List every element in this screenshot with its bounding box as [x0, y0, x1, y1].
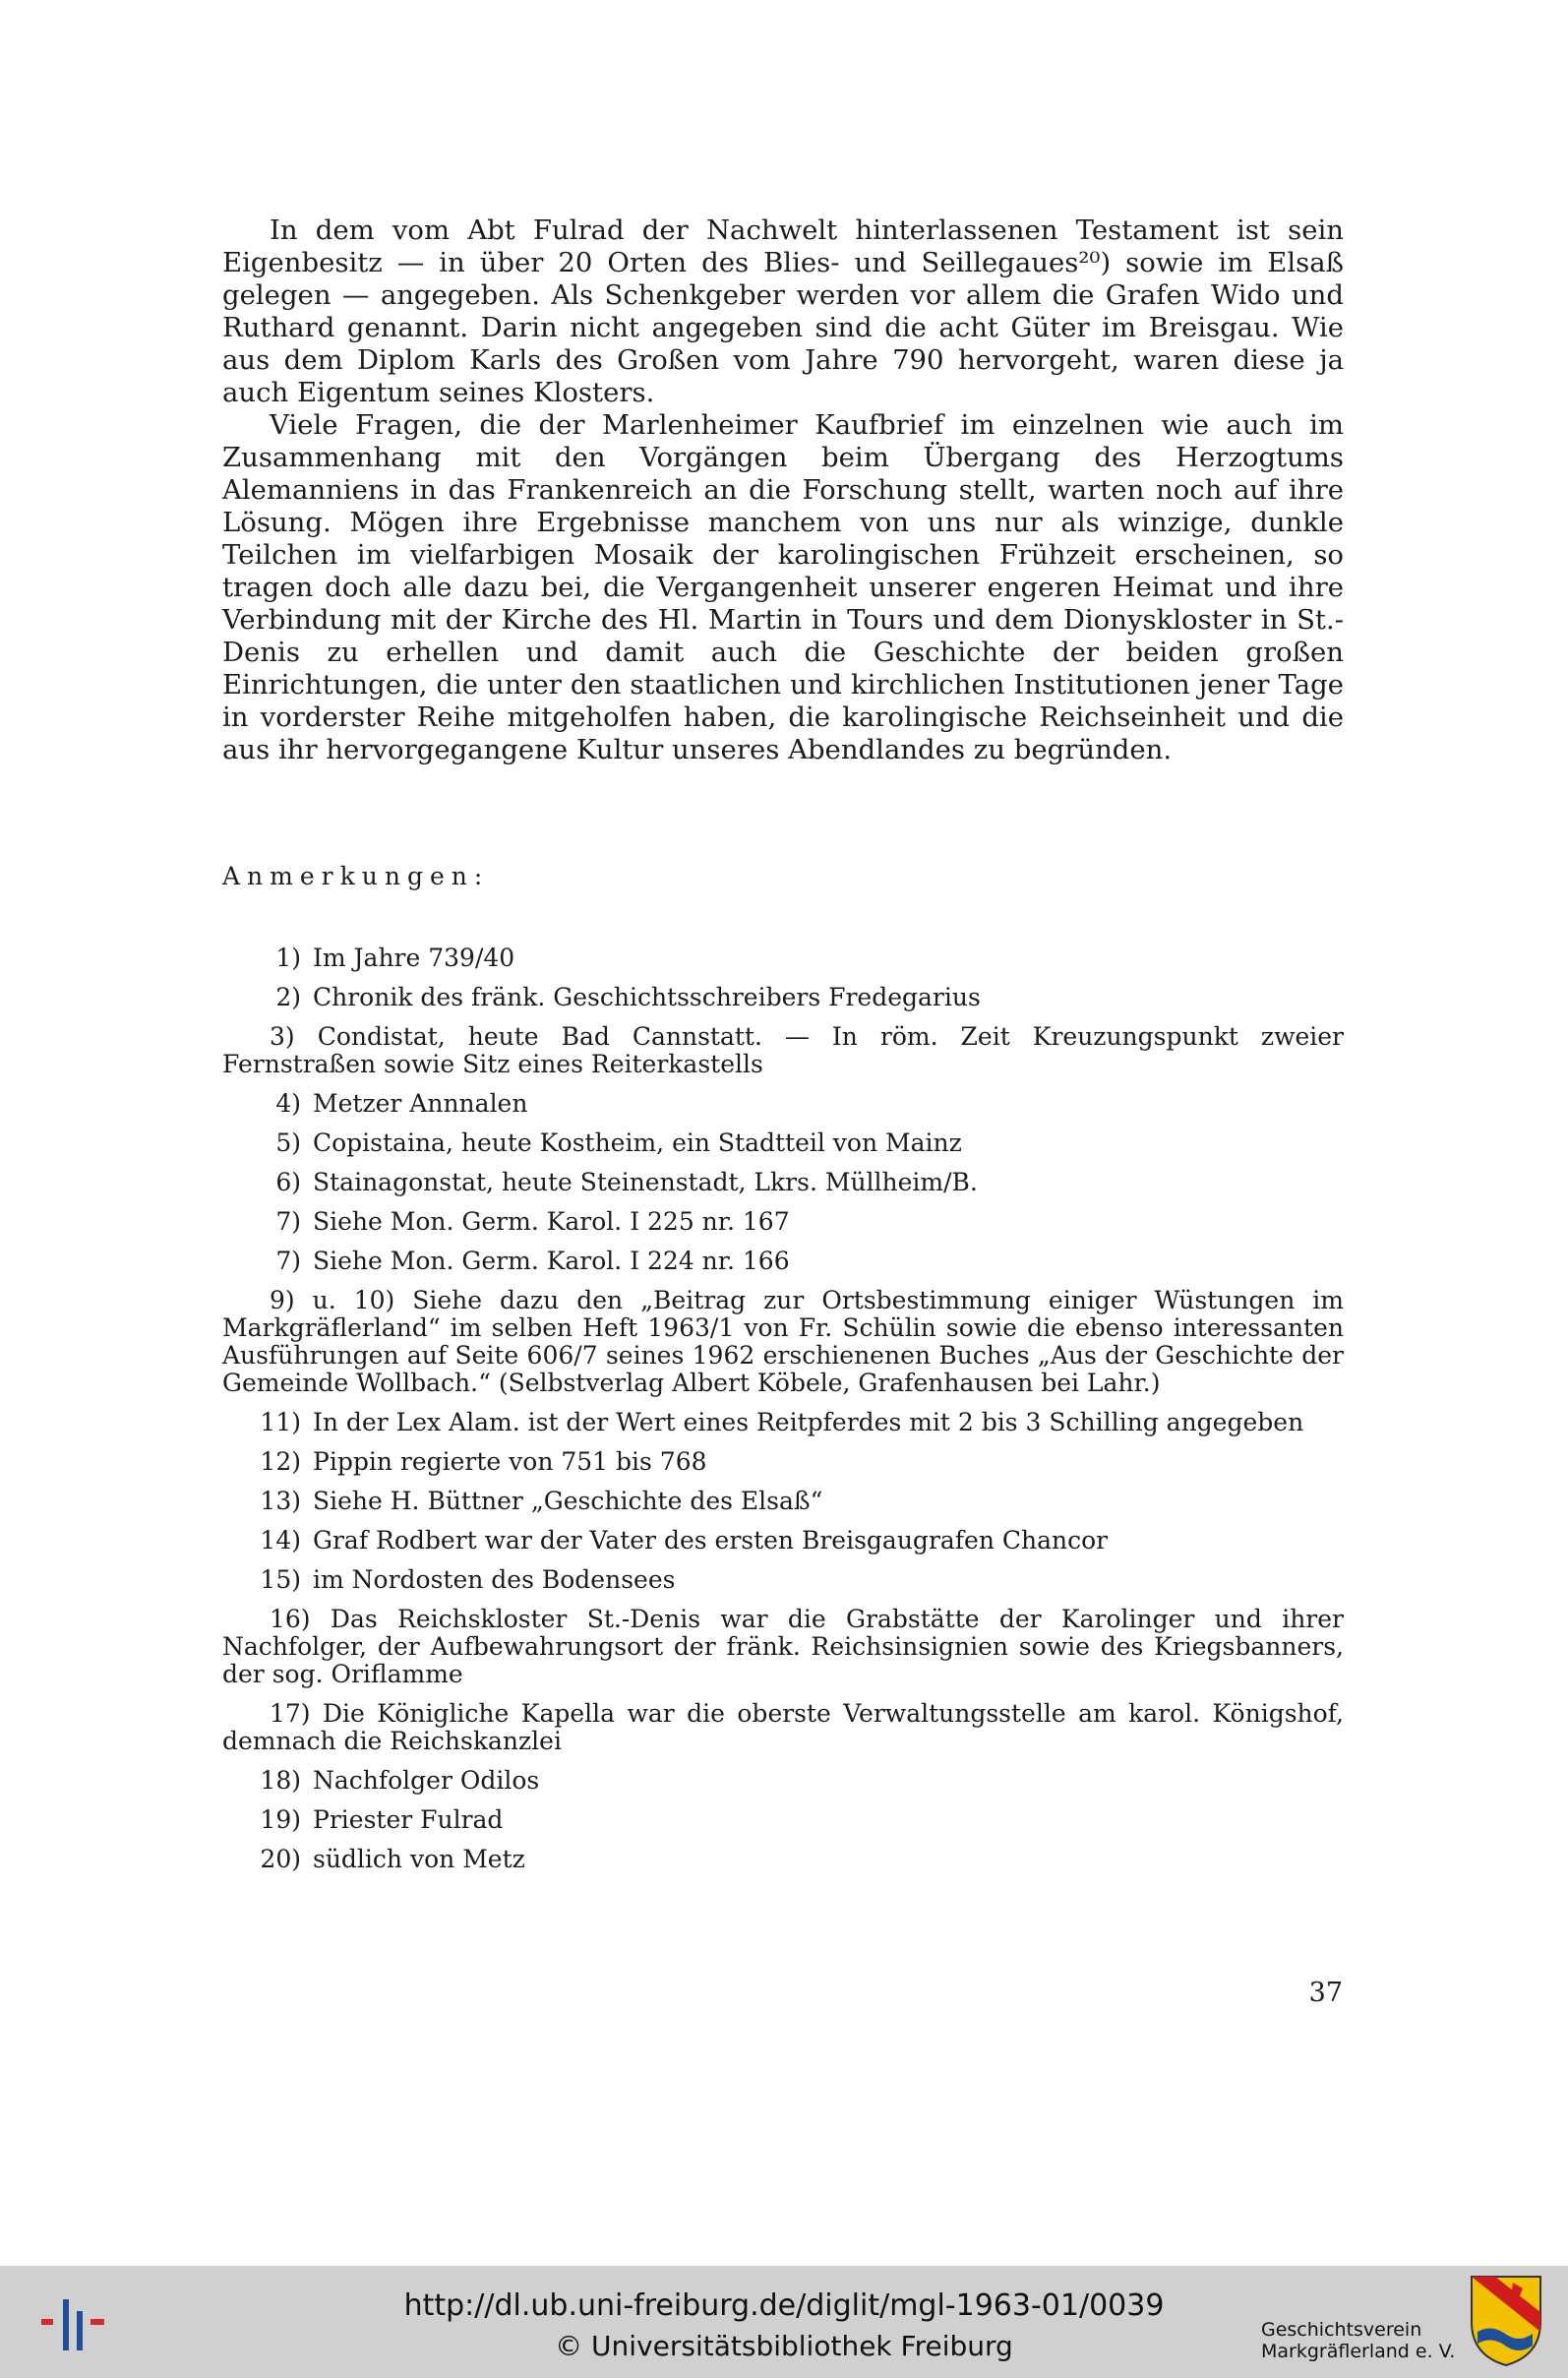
note-20	[222, 1846, 1344, 1873]
notes-heading: Anmerkungen:	[222, 862, 490, 890]
note-text: Im Jahre 739/40	[313, 944, 515, 972]
note-text: u. 10) Siehe dazu den „Beitrag zur Ortsbestimmung einiger Wüstungen im Markgräflerland“ im selben Heft 1963/1 von Fr. Schülin sowie die ebenso interessanten Ausführungen auf Seite 606/7 seines 1962 erschienenen Buches „Aus der Geschichte der Gemeinde Wollbach.“ (Selbstverlag Albert Köbele, Grafenhausen bei Lahr.)	[222, 1286, 1344, 1397]
note-text: Priester Fulrad	[313, 1805, 504, 1834]
note-text: Stainagonstat, heute Steinenstadt, Lkrs. Müllheim/B.	[313, 1168, 978, 1196]
note-number: 19)	[260, 1805, 301, 1834]
note-6	[222, 1169, 1344, 1196]
note-number: 18)	[260, 1766, 301, 1795]
note-text: In der Lex Alam. ist der Wert eines Reitpferdes mit 2 bis 3 Schilling angegeben	[313, 1408, 1304, 1436]
note-number: 6)	[275, 1168, 301, 1196]
note-text: Nachfolger Odilos	[313, 1766, 540, 1795]
copyright-text: © Universitätsbibliothek Freiburg	[555, 2330, 1013, 2362]
note-1	[222, 945, 1344, 972]
page-number: 37	[1308, 1978, 1343, 2008]
note-text: Graf Rodbert war der Vater des ersten Breisgaugrafen Chancor	[313, 1526, 1109, 1555]
note-19	[222, 1806, 1344, 1834]
note-15	[222, 1566, 1344, 1594]
notes-list	[222, 945, 1344, 1885]
note-text: Siehe Mon. Germ. Karol. I 224 nr. 166	[313, 1247, 790, 1275]
note-number: 20)	[260, 1845, 301, 1873]
note-number: 13)	[260, 1487, 301, 1515]
note-text: Metzer Annnalen	[313, 1089, 528, 1118]
note-text: Copistaina, heute Kostheim, ein Stadtteil von Mainz	[313, 1128, 962, 1157]
note-16	[222, 1606, 1344, 1688]
note-14	[222, 1527, 1344, 1555]
note-2	[222, 984, 1344, 1011]
note-number: 12)	[260, 1447, 301, 1476]
note-text: im Nordosten des Bodensees	[313, 1565, 676, 1594]
note-7b	[222, 1248, 1344, 1275]
note-9-10	[222, 1287, 1344, 1397]
body-text	[222, 214, 1344, 766]
note-text: Siehe H. Büttner „Geschichte des Elsaß“	[313, 1487, 823, 1515]
note-17	[222, 1700, 1344, 1755]
note-number: 4)	[275, 1089, 301, 1118]
note-text: Condistat, heute Bad Cannstatt. — In röm. Zeit Kreuzungspunkt zweier Fernstraßen sowie Sitz eines Reiterkastells	[222, 1022, 1345, 1078]
note-text: Chronik des fränk. Geschichtsschreibers Fredegarius	[313, 983, 981, 1011]
note-text: Die Königliche Kapella war die oberste Verwaltungsstelle am karol. Königshof, demnach die Reichskanzlei	[222, 1699, 1344, 1755]
note-number: 15)	[260, 1565, 301, 1594]
source-url-link[interactable]: http://dl.ub.uni-freiburg.de/diglit/mgl-1963-01/0039	[403, 2288, 1165, 2323]
note-number: 14)	[260, 1526, 301, 1555]
society-line-1: Geschichtsverein	[1261, 2319, 1422, 2341]
note-7a	[222, 1208, 1344, 1236]
note-13	[222, 1488, 1344, 1515]
note-18	[222, 1767, 1344, 1795]
society-name	[1261, 2319, 1458, 2362]
note-5	[222, 1129, 1344, 1157]
note-text: südlich von Metz	[313, 1845, 525, 1873]
note-number: 7)	[275, 1247, 301, 1275]
note-text: Siehe Mon. Germ. Karol. I 225 nr. 167	[313, 1207, 790, 1236]
society-line-2: Markgräflerland e. V.	[1261, 2341, 1456, 2362]
note-number: 5)	[275, 1128, 301, 1157]
note-text: Pippin regierte von 751 bis 768	[313, 1447, 707, 1476]
coat-of-arms-icon	[1468, 2273, 1544, 2367]
note-number: 17)	[270, 1699, 311, 1728]
note-number: 11)	[260, 1408, 301, 1436]
note-4	[222, 1090, 1344, 1118]
note-12	[222, 1448, 1344, 1476]
note-number: 3)	[270, 1022, 295, 1051]
note-text: Das Reichskloster St.-Denis war die Grabstätte der Karolinger und ihrer Nachfolger, der Aufbewahrungsort der fränk. Reichsinsignien sowie des Kriegsbanners, der sog. Oriflamme	[222, 1605, 1344, 1688]
paragraph-1: In dem vom Abt Fulrad der Nachwelt hinterlassenen Testament ist sein Eigenbesitz — in über 20 Orten des Blies- und Seillegaues²⁰) sowie im Elsaß gelegen — angegeben. Als Schenkgeber werden vor allem die Grafen Wido und Ruthard genannt. Darin nicht angegeben sind die acht Güter im Breisgau. Wie aus dem Diplom Karls des Großen vom Jahre 790 hervorgeht, waren diese ja auch Eigentum seines Klosters.	[222, 214, 1344, 408]
note-number: 2)	[275, 983, 301, 1011]
note-number: 16)	[270, 1605, 311, 1633]
note-number: 1)	[275, 944, 301, 972]
note-number: 7)	[275, 1207, 301, 1236]
note-11	[222, 1409, 1344, 1436]
note-3	[222, 1023, 1344, 1078]
paragraph-2: Viele Fragen, die der Marlenheimer Kaufbrief im einzelnen wie auch im Zusammenhang mit den Vorgängen beim Übergang des Herzogtums Alemanniens in das Frankenreich an die Forschung stellt, warten noch auf ihre Lösung. Mögen ihre Ergebnisse manchem von uns nur als winzige, dunkle Teilchen im vielfarbigen Mosaik der karolingischen Frühzeit erscheinen, so tragen doch alle dazu bei, die Vergangenheit unserer engeren Heimat und ihre Verbindung mit der Kirche des Hl. Martin in Tours und dem Dionyskloster in St.-Denis zu erhellen und damit auch die Geschichte der beiden großen Einrichtungen, die unter den staatlichen und kirchlichen Institutionen jener Tage in vorderster Reihe mitgeholfen haben, die karolingische Reichseinheit und die aus ihr hervorgegangene Kultur unseres Abendlandes zu begründen.	[222, 409, 1344, 765]
note-number: 9)	[270, 1286, 295, 1314]
